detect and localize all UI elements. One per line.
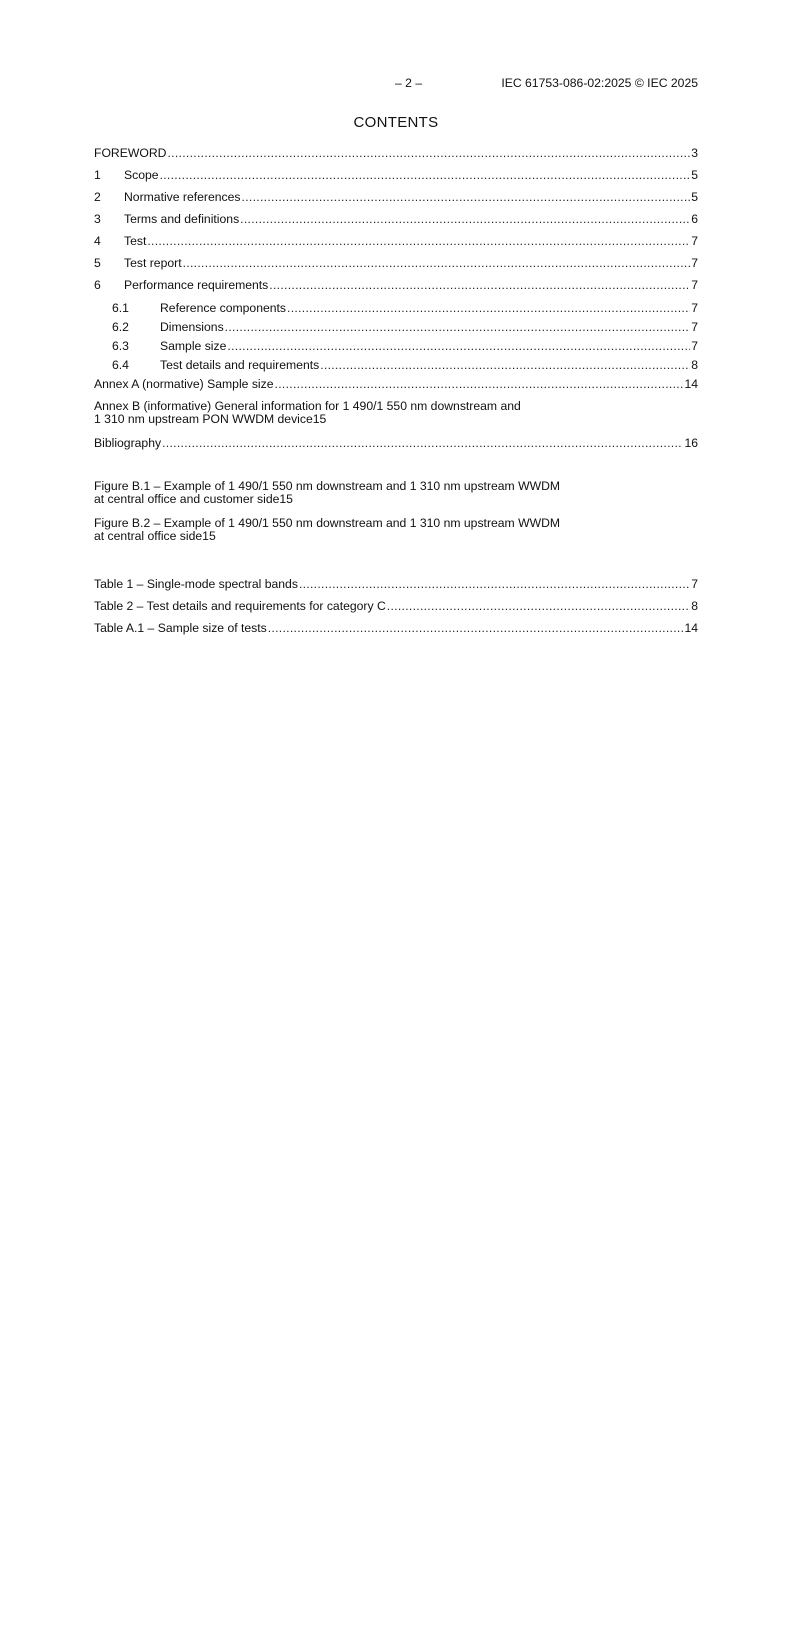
toc-entry-text: Test report <box>124 256 182 270</box>
figure-caption-line1: Figure B.2 – Example of 1 490/1 550 nm downstream and 1 310 nm upstream WWDM <box>94 516 561 530</box>
list-of-tables-entry-2[interactable] <box>94 599 698 613</box>
toc-page-number: 14 <box>684 621 698 635</box>
toc-leader <box>225 320 691 334</box>
toc-entry-text: Test <box>124 234 147 248</box>
list-of-tables-entry-a1[interactable] <box>94 621 698 635</box>
toc-page-number: 3 <box>691 146 698 160</box>
toc-leader <box>162 436 683 450</box>
toc-leader <box>240 212 690 226</box>
toc-page-number: 7 <box>691 301 698 315</box>
toc-leader <box>183 256 691 270</box>
table-caption: Table 1 – Single-mode spectral bands <box>94 577 298 591</box>
toc-entry-terms-and-definitions[interactable] <box>94 212 698 226</box>
list-of-tables-entry-1[interactable] <box>94 577 698 591</box>
toc-entry-test-details[interactable] <box>94 358 698 372</box>
toc-entry-text: Sample size <box>160 339 227 353</box>
toc-leader <box>227 339 690 353</box>
document-identifier: IEC 61753-086-02:2025 © IEC 2025 <box>501 76 698 90</box>
toc-entry-number: 4 <box>94 234 101 248</box>
toc-page-number: 5 <box>691 168 698 182</box>
toc-entry-text: FOREWORD <box>94 146 167 160</box>
toc-page-number: 15 <box>279 492 293 506</box>
toc-leader <box>320 358 690 372</box>
toc-page-number: 7 <box>691 256 698 270</box>
toc-entry-dimensions[interactable] <box>94 320 698 334</box>
table-caption: Table 2 – Test details and requirements for category C <box>94 599 386 613</box>
toc-entry-number: 5 <box>94 256 101 270</box>
toc-entry-performance-requirements[interactable] <box>94 278 698 292</box>
toc-entry-number: 6.4 <box>112 358 129 372</box>
toc-entry-test[interactable] <box>94 234 698 248</box>
toc-page-number: 5 <box>691 190 698 204</box>
toc-leader <box>275 377 684 391</box>
toc-entry-text-line2: 1 310 nm upstream PON WWDM device <box>94 412 313 426</box>
toc-leader <box>287 301 690 315</box>
toc-page-number: 7 <box>691 339 698 353</box>
toc-entry-scope[interactable] <box>94 168 698 182</box>
toc-entry-text: Performance requirements <box>124 278 269 292</box>
toc-entry-sample-size[interactable] <box>94 339 698 353</box>
toc-page-number: 15 <box>202 529 216 543</box>
figure-caption-line2: at central office side <box>94 529 203 543</box>
toc-page-number: 7 <box>691 278 698 292</box>
toc-page-number: 16 <box>684 436 698 450</box>
contents-title: CONTENTS <box>353 114 439 131</box>
toc-entry-normative-references[interactable] <box>94 190 698 204</box>
toc-page-number: 8 <box>691 358 698 372</box>
toc-entry-text: Normative references <box>124 190 241 204</box>
toc-leader <box>299 577 690 591</box>
toc-page-number: 14 <box>684 377 698 391</box>
toc-entry-text: Reference components <box>160 301 287 315</box>
toc-page-number: 7 <box>691 234 698 248</box>
toc-entry-text: Terms and definitions <box>124 212 240 226</box>
toc-entry-test-report[interactable] <box>94 256 698 270</box>
toc-leader <box>269 278 690 292</box>
toc-entry-number: 1 <box>94 168 101 182</box>
toc-page-number: 8 <box>691 599 698 613</box>
toc-entry-text: Test details and requirements <box>160 358 320 372</box>
toc-entry-text: Annex A (normative) Sample size <box>94 377 274 391</box>
toc-page-number: 15 <box>312 412 327 426</box>
toc-entry-number: 6.3 <box>112 339 129 353</box>
toc-page-number: 7 <box>691 577 698 591</box>
figure-caption-line2: at central office and customer side <box>94 492 280 506</box>
list-of-figures-entry-b2[interactable] <box>94 517 698 1652</box>
toc-entry-foreword[interactable] <box>94 146 698 160</box>
toc-page-number: 6 <box>691 212 698 226</box>
page-number: – 2 – <box>395 76 423 90</box>
toc-leader <box>147 234 690 248</box>
toc-leader <box>242 190 691 204</box>
toc-entry-number: 6.2 <box>112 320 129 334</box>
toc-entry-text: Bibliography <box>94 436 162 450</box>
toc-leader <box>268 621 684 635</box>
toc-entry-annex-a[interactable] <box>94 377 698 391</box>
table-caption: Table A.1 – Sample size of tests <box>94 621 267 635</box>
toc-entry-number: 6 <box>94 278 101 292</box>
toc-leader <box>167 146 690 160</box>
toc-entry-number: 6.1 <box>112 301 129 315</box>
toc-entry-number: 2 <box>94 190 101 204</box>
toc-leader <box>160 168 691 182</box>
toc-entry-text: Scope <box>124 168 159 182</box>
figure-caption-line1: Figure B.1 – Example of 1 490/1 550 nm downstream and 1 310 nm upstream WWDM <box>94 479 561 493</box>
toc-entry-number: 3 <box>94 212 101 226</box>
toc-page-number: 7 <box>691 320 698 334</box>
toc-leader <box>387 599 690 613</box>
toc-entry-text-line1: Annex B (informative) General information for 1 490/1 550 nm downstream and <box>94 399 521 413</box>
toc-entry-text: Dimensions <box>160 320 224 334</box>
page-header <box>94 76 698 92</box>
toc-entry-bibliography[interactable] <box>94 436 698 450</box>
toc-entry-reference-components[interactable] <box>94 301 698 315</box>
